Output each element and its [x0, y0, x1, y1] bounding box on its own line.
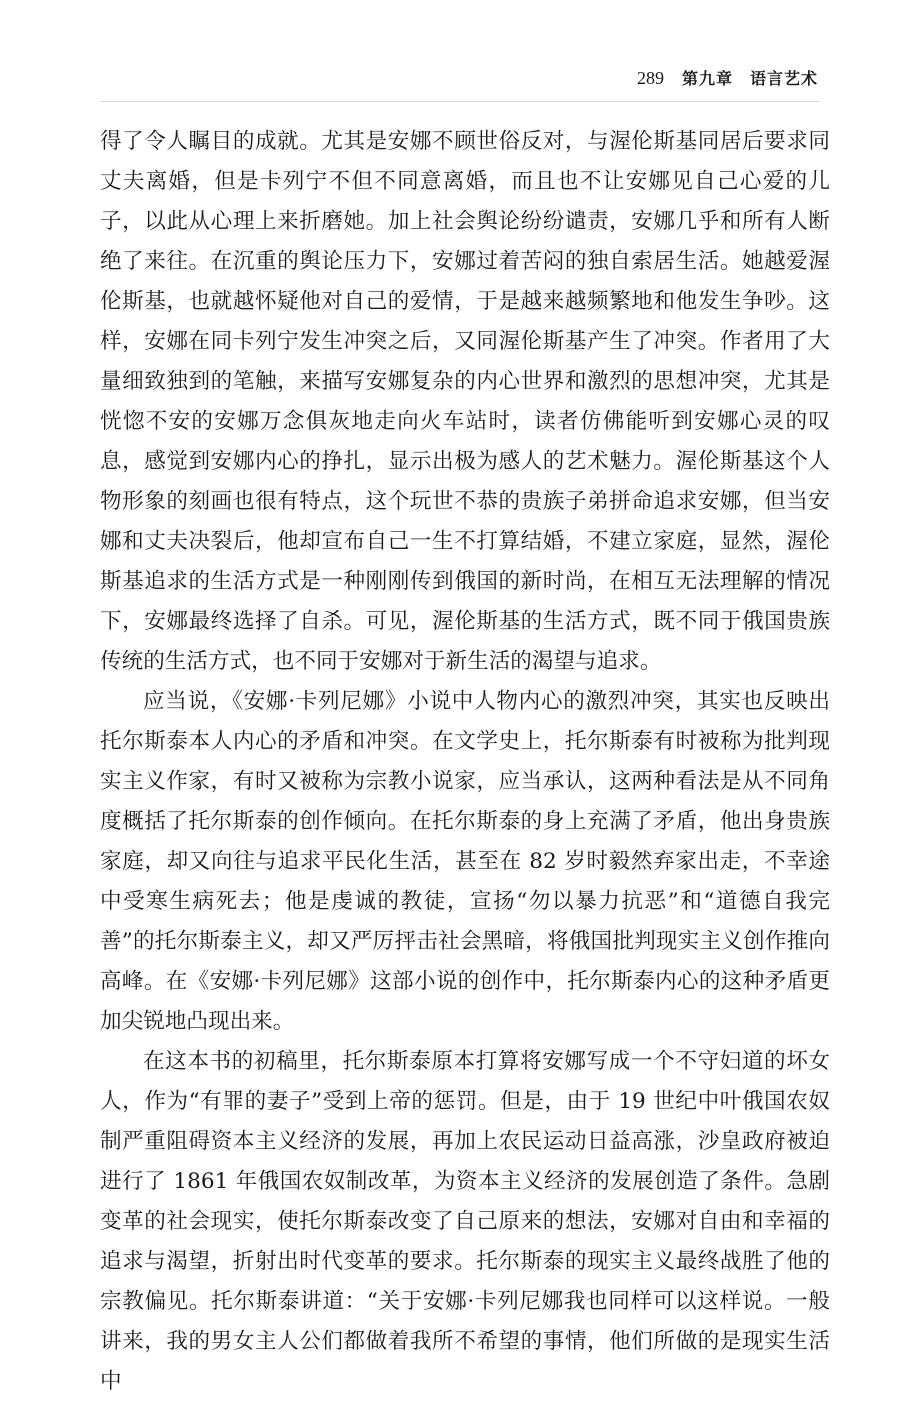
- running-header: [637, 66, 818, 89]
- paragraph-3: 在这本书的初稿里，托尔斯泰原本打算将安娜写成一个不守妇道的坏女人，作为“有罪的妻子”受到上帝的惩罚。但是，由于 19 世纪中叶俄国农奴制严重阻碍资本主义经济的发展，再加上农民运动日益高涨，沙皇政府被迫进行了 1861 年俄国农奴制改革，为资本主义经济的发展创造了条件。急剧变革的社会现实，使托尔斯泰改变了自己原来的想法，安娜对自由和幸福的追求与渴望，折射出时代变革的要求。托尔斯泰的现实主义最终战胜了他的宗教偏见。托尔斯泰讲道：“关于安娜·卡列尼娜我也同样可以这样说。一般讲来，我的男女主人公们都做着我所不希望的事情，他们所做的是现实生活中: [100, 1049, 830, 1394]
- page-number: 289: [636, 68, 664, 88]
- paragraph-2: 应当说，《安娜·卡列尼娜》小说中人物内心的激烈冲突，其实也反映出托尔斯泰本人内心的矛盾和冲突。在文学史上，托尔斯泰有时被称为批判现实主义作家，有时又被称为宗教小说家，应当承认，这两种看法是从不同角度概括了托尔斯泰的创作倾向。在托尔斯泰的身上充满了矛盾，他出身贵族家庭，却又向往与追求平民化生活，甚至在 82 岁时毅然弃家出走，不幸途中受寒生病死去；他是虔诚的教徒，宣扬“勿以暴力抗恶”和“道德自我完善”的托尔斯泰主义，却又严厉抨击社会黑暗，将俄国批判现实主义创作推向高峰。在《安娜·卡列尼娜》这部小说的创作中，托尔斯泰内心的这种矛盾更加尖锐地凸现出来。: [100, 689, 830, 1034]
- paragraph-1: 得了令人瞩目的成就。尤其是安娜不顾世俗反对，与渥伦斯基同居后要求同丈夫离婚，但是卡列宁不但不同意离婚，而且也不让安娜见自己心爱的儿子，以此从心理上来折磨她。加上社会舆论纷纷谴责，安娜几乎和所有人断绝了来往。在沉重的舆论压力下，安娜过着苦闷的独自索居生活。她越爱渥伦斯基，也就越怀疑他对自己的爱情，于是越来越频繁地和他发生争吵。这样，安娜在同卡列宁发生冲突之后，又同渥伦斯基产生了冲突。作者用了大量细致独到的笔触，来描写安娜复杂的内心世界和激烈的思想冲突，尤其是恍惚不安的安娜万念俱灰地走向火车站时，读者仿佛能听到安娜心灵的叹息，感觉到安娜内心的挣扎，显示出极为感人的艺术魅力。渥伦斯基这个人物形象的刻画也很有特点，这个玩世不恭的贵族子弟拼命追求安娜，但当安娜和丈夫决裂后，他却宣布自己一生不打算结婚，不建立家庭，显然，渥伦斯基追求的生活方式是一种刚刚传到俄国的新时尚，在相互无法理解的情况下，安娜最终选择了自杀。可见，渥伦斯基的生活方式，既不同于俄国贵族传统的生活方式，也不同于安娜对于新生活的渴望与追求。: [100, 129, 830, 674]
- body-text: [100, 122, 830, 1402]
- header-divider: [100, 101, 820, 102]
- chapter-title: 第九章 语言艺术: [681, 69, 818, 88]
